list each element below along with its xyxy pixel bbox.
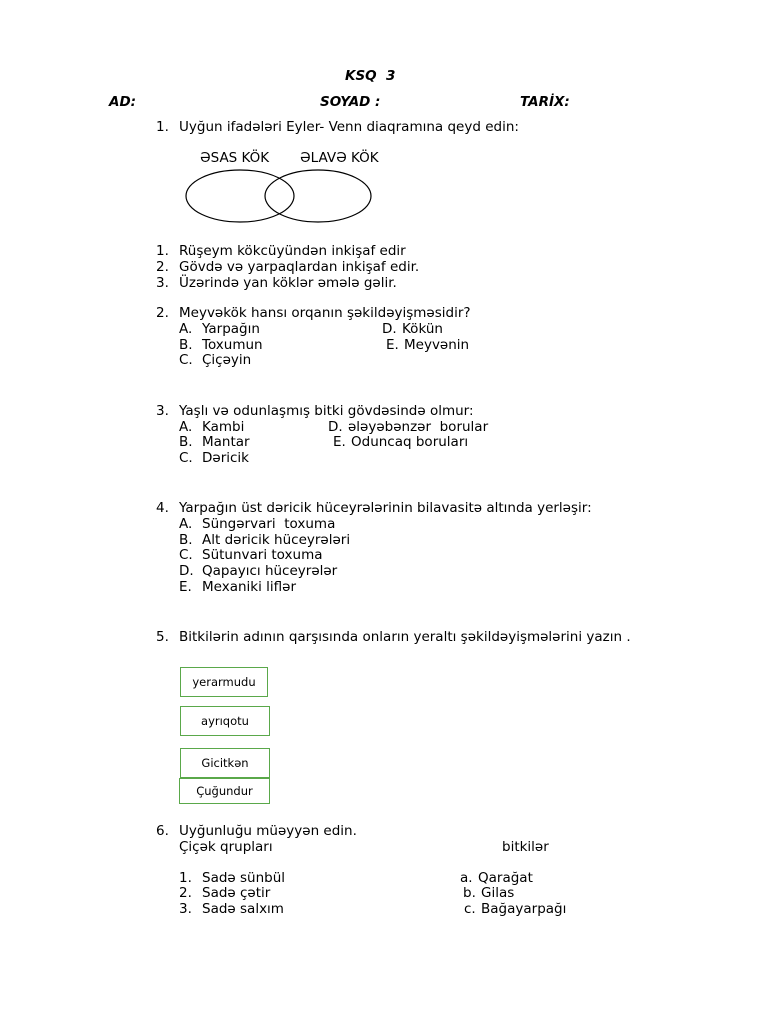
q4-option: Süngərvari toxuma [202,516,336,532]
q6-text: Uyğunluğu müəyyən edin. [179,823,357,839]
q6-right-letter: a. [460,870,473,886]
q2-number: 2. [156,305,169,321]
q6-right-column-header: bitkilər [502,839,549,855]
date-label: TARİX: [520,94,570,110]
q1-statement: Üzərində yan köklər əmələ gəlir. [179,275,397,291]
q1-statement: Gövdə və yarpaqlardan inkişaf edir. [179,259,420,275]
q4-option: Sütunvari toxuma [202,547,323,563]
q4-option: Qapayıcı hüceyrələr [202,563,338,579]
test-title: KSQ 3 [345,68,396,84]
q3-text: Yaşlı və odunlaşmış bitki gövdəsində olmur: [179,403,474,419]
q3-option: Mantar [202,434,250,450]
q5-number: 5. [156,629,169,645]
surname-label: SOYAD : [320,94,381,110]
q3-option-letter: C. [179,450,193,466]
q3-option: Oduncaq boruları [351,434,469,450]
q2-option: Çiçəyin [202,352,252,368]
venn-left-ellipse [186,170,294,222]
q3-option-letter: E. [333,434,346,450]
name-label: AD: [109,94,137,110]
q6-right-letter: b. [463,885,476,901]
q4-option-letter: A. [179,516,193,532]
q6-left-number: 1. [179,870,192,886]
q3-option: ələyəbənzər borular [348,419,489,435]
q3-option: Kambi [202,419,245,435]
q2-option: Meyvənin [404,337,470,353]
q2-option: Toxumun [202,337,263,353]
q6-left-number: 3. [179,901,192,917]
q2-option-letter: A. [179,321,193,337]
q6-left-item: Sadə çətir [202,885,271,901]
q4-option: Alt dəricik hüceyrələri [202,532,351,548]
q6-left-item: Sadə salxım [202,901,284,917]
q2-text: Meyvəkök hansı orqanın şəkildəyişməsidir? [179,305,471,321]
q1-statement-number: 2. [156,259,169,275]
q1-statement-number: 1. [156,243,169,259]
q4-option-letter: C. [179,547,193,563]
q2-option-letter: B. [179,337,193,353]
venn-right-ellipse [265,170,371,222]
q6-left-number: 2. [179,885,192,901]
q6-right-item: Bağayarpağı [481,901,567,917]
q4-option-letter: B. [179,532,193,548]
plant-box-yerarmudu: yerarmudu [180,667,268,697]
q4-option-letter: E. [179,579,192,595]
q4-option-letter: D. [179,563,194,579]
plant-box-cugundur: Çuğundur [179,778,270,804]
q6-number: 6. [156,823,169,839]
q6-right-item: Qarağat [478,870,533,886]
q3-option: Dəricik [202,450,249,466]
venn-left-label: ƏSAS KÖK [200,150,270,166]
q3-number: 3. [156,403,169,419]
q2-option: Yarpağın [202,321,260,337]
q2-option-letter: C. [179,352,193,368]
q6-left-column-header: Çiçək qrupları [179,839,273,855]
q1-statement-number: 3. [156,275,169,291]
q3-option-letter: B. [179,434,193,450]
q6-right-letter: c. [464,901,476,917]
q6-right-item: Gilas [481,885,515,901]
plant-box-ayriqotu: ayrıqotu [180,706,270,736]
q1-text: Uyğun ifadələri Eyler- Venn diaqramına qeyd edin: [179,119,519,135]
q1-statement: Rüşeym kökcüyündən inkişaf edir [179,243,406,259]
venn-diagram [180,165,376,227]
venn-right-label: ƏLAVƏ KÖK [300,150,379,166]
q2-option-letter: D. [382,321,397,337]
q4-number: 4. [156,500,169,516]
q4-text: Yarpağın üst dəricik hüceyrələrinin bilavasitə altında yerləşir: [179,500,592,516]
q4-option: Mexaniki liflər [202,579,297,595]
q3-option-letter: D. [328,419,343,435]
q6-left-item: Sadə sünbül [202,870,286,886]
q2-option: Kökün [402,321,443,337]
q1-number: 1. [156,119,169,135]
q3-option-letter: A. [179,419,193,435]
q5-text: Bitkilərin adının qarşısında onların yeraltı şəkildəyişmələrini yazın . [179,629,631,645]
q2-option-letter: E. [386,337,399,353]
plant-box-gicitken: Gicitkən [180,748,270,778]
